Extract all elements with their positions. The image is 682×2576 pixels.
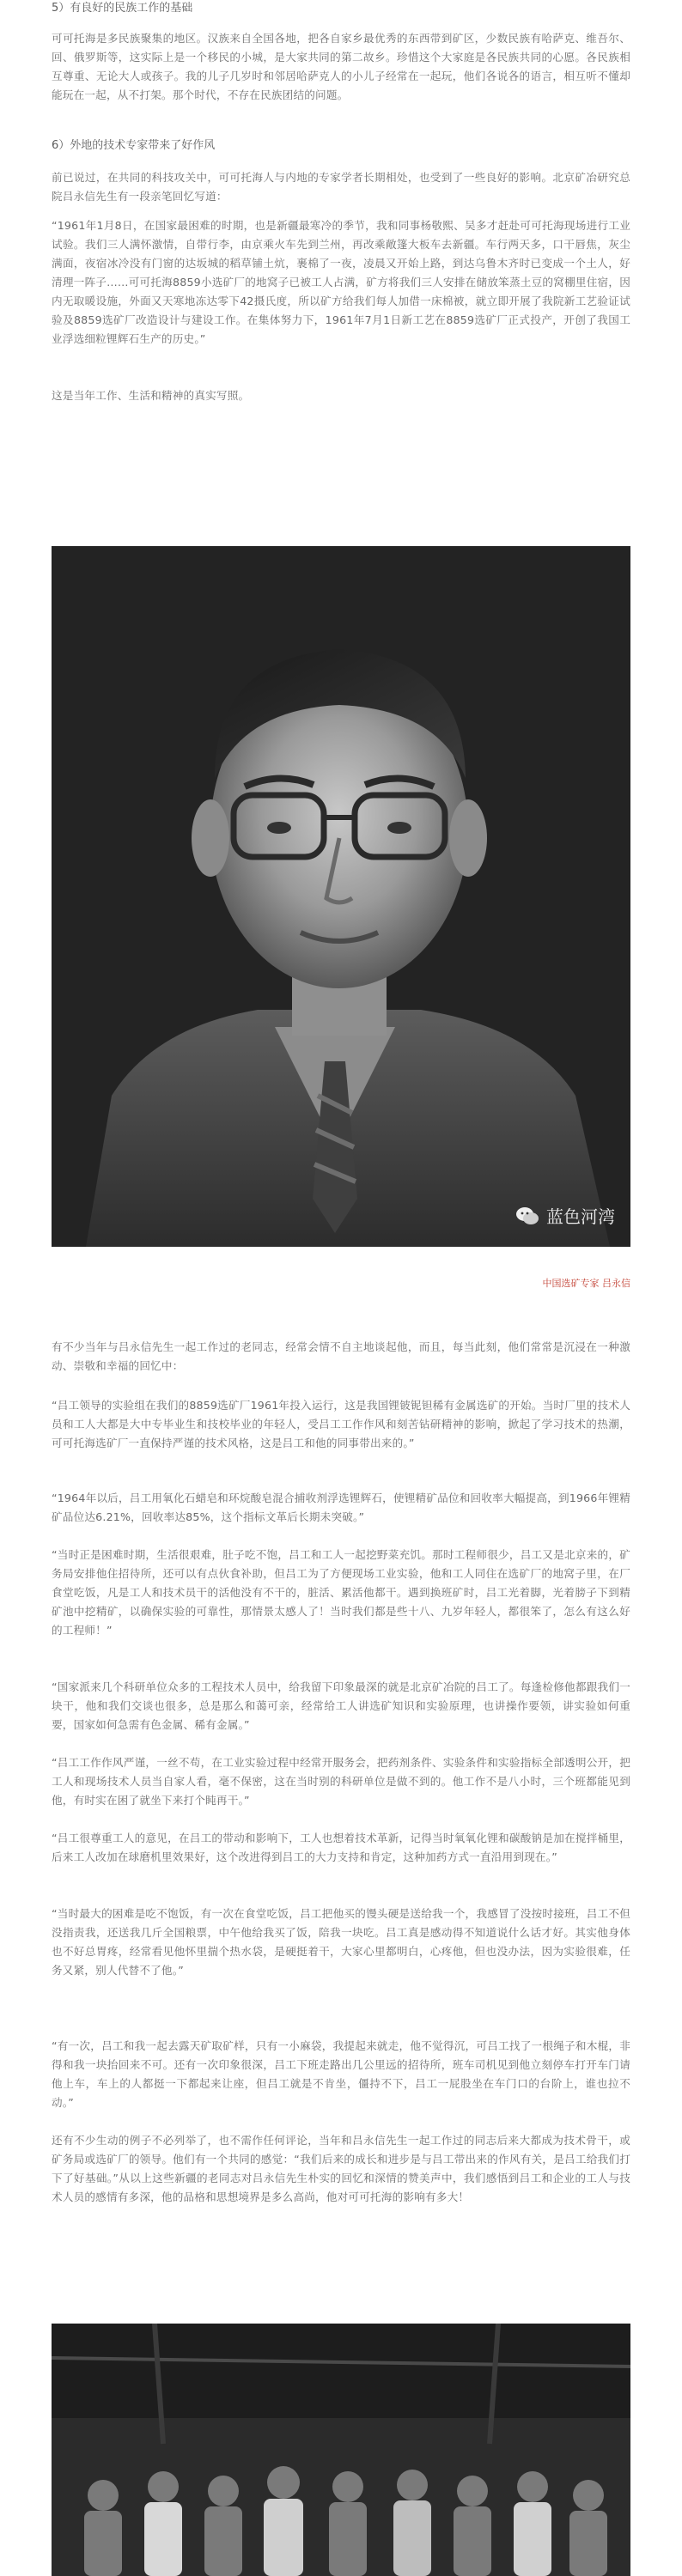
quote-3: “当时正是困难时期，生活很艰难，肚子吃不饱，吕工和工人一起挖野菜充饥。那时工程师很少，吕工又是北京来的，矿务局安排他住招待所，还可以有点伙食补助，但吕工为了方便现场工业实验，他和工人同住在选矿厂的地窝子里，在厂食堂吃饭，凡是工人和技术员干的活他没有不干的，脏活、累活他都干。遇到换班矿时，吕工光着脚，光着膀子下到精矿池中挖精矿，以确保实验的可靠性，那情景太感人了！当时我们都是些十八、九岁年轻人，都很笨了，怎么有这么好的工程师！” bbox=[52, 1548, 630, 1637]
group-photo-illustration bbox=[52, 2324, 630, 2576]
section7-intro: 有不少当年与吕永信先生一起工作过的老同志，经常会情不自主地谈起他，而且，每当此刻，他们常常是沉浸在一种激动、崇敬和幸福的回忆中： bbox=[52, 1340, 630, 1372]
section5-paragraph: 可可托海是多民族聚集的地区。汉族来自全国各地，把各自家乡最优秀的东西带到矿区，少数民族有哈萨克、维吾尔、回、俄罗斯等，这实际上是一个移民的小城，是大家共同的第二故乡。珍惜这个大家庭是各民族共同的心愿。各民族相互尊重、无论大人或孩子。我的儿子几岁时和邻居哈萨克人的小儿子经常在一起玩，他们各说各的语言，相互听不懂却能玩在一起，从不打架。那个时代，不存在民族团结的问题。 bbox=[52, 32, 630, 101]
quote-7: “当时最大的困难是吃不饱饭，有一次在食堂吃饭，吕工把他买的馒头硬是送给我一个，我感冒了没按时接班，吕工不但没指责我，还送我几斤全国粮票，中午他给我买了饭，陪我一块吃。吕工真是感动得不知道说什么话才好。其实他身体也不好总胃疼，经常看见他怀里揣个热水袋，是硬挺着干，大家心里都明白，心疼他，但也没办法，因为实验很难，任务又紧，别人代替不了他。” bbox=[52, 1907, 630, 1977]
section6-closing: 这是当年工作、生活和精神的真实写照。 bbox=[52, 389, 250, 402]
quote-5: “吕工工作作风严谨，一丝不苟，在工业实验过程中经常开服务会，把药剂条件、实验条件和实验指标全部透明公开，把工人和现场技术人员当自家人看，毫不保密，这在当时别的科研单位是做不到的。他工作不是八小时，三个班都能见到他，有时实在困了就坐下来打个盹再干。” bbox=[52, 1756, 630, 1807]
quote-8: “有一次，吕工和我一起去露天矿取矿样，只有一小麻袋，我提起来就走，他不觉得沉，可吕工找了一根绳子和木棍，非得和我一块抬回来不可。还有一次印象很深，吕工下班走路出几公里远的招待所，班车司机见到他立刻停车打开车门请他上车，车上的人都挺一下都起来让座，但吕工就是不肯坐，僵持不下，吕工一屁股坐在车门口的台阶上，谁也拉不动。” bbox=[52, 2039, 630, 2109]
photo-caption: 中国选矿专家 吕永信 bbox=[542, 1278, 630, 1289]
group-photo bbox=[52, 2324, 630, 2576]
quote-1: “吕工领导的实验组在我们的8859选矿厂1961年投入运行，这是我国锂铍铌钽稀有金属选矿的开始。当时厂里的技术人员和工人大都是大中专毕业生和技校毕业的年轻人，受吕工工作作风和刻苦钻研精神的影响，掀起了学习技术的热潮，可可托海选矿厂一直保持严谨的技术风格，这是吕工和他的同事带出来的。” bbox=[52, 1399, 630, 1449]
section6-quote: “1961年1月8日，在国家最困难的时期，也是新疆最寒冷的季节，我和同事杨敬熙、吴多才赶赴可可托海现场进行工业试验。我们三人满怀激情，自带行李，由京乘火车先到兰州，再改乘敞篷大板车去新疆。车行两天多，口干唇焦，灰尘满面，夜宿冰冷没有门窗的达坂城的稻草铺土炕，裹棉了一夜，凌晨又开始上路，到达乌鲁木齐时已变成一个土人，好清理一阵子……可可托海8859小选矿厂的地窝子已被工人占满，矿方将我们三人安排在储放笨蒸土豆的窝棚里住宿，因内无取暖设施，外面又天寒地冻达零下42摄氏度，所以矿方给我们每人加借一床棉被，就立即开展了我院新工艺验证试验及8859选矿厂改造设计与建设工作。在集体努力下，1961年7月1日新工艺在8859选矿厂正式投产，开创了我国工业浮选细粒锂辉石生产的历史。” bbox=[52, 219, 630, 345]
section6-heading: 6）外地的技术专家带来了好作风 bbox=[52, 139, 216, 152]
quote-4: “国家派来几个科研单位众多的工程技术人员中，给我留下印象最深的就是北京矿冶院的吕工了。每逢检修他都跟我们一块干，他和我们交谈也很多，总是那么和蔼可亲，经常给工人讲选矿知识和实验原理，也讲操作要领，讲实验如何重要，国家如何急需有色金属、稀有金属。” bbox=[52, 1680, 630, 1731]
portrait-photo bbox=[52, 546, 630, 1247]
wechat-icon bbox=[515, 1206, 539, 1226]
quote-2: “1964年以后，吕工用氧化石蜡皂和环烷酸皂混合捕收剂浮选锂辉石，使锂精矿品位和回收率大幅提高，到1966年锂精矿品位达6.21%，回收率达85%，这个指标文革后长期未突破。” bbox=[52, 1492, 630, 1523]
section6-intro: 前已说过，在共同的科技攻关中，可可托海人与内地的专家学者长期相处，也受到了一些良好的影响。北京矿冶研究总院吕永信先生有一段亲笔回忆写道： bbox=[52, 171, 630, 203]
watermark-text: 蓝色河湾 bbox=[546, 1206, 615, 1227]
section7-closing: 还有不少生动的例子不必列举了，也不需作任何评论，当年和吕永信先生一起工作过的同志后来大都成为技术骨干，或矿务局或选矿厂的领导。他们有一个共同的感觉：“我们后来的成长和进步是与吕工带出来的作风有关，是吕工给我们打下了好基础。”从以上这些新疆的老同志对吕永信先生朴实的回忆和深情的赞美声中，我们感悟到吕工和企业的工人与技术人员的感情有多深，他的品格和思想境界是多么高尚，他对可可托海的影响有多大！ bbox=[52, 2134, 630, 2203]
section5-heading: 5）有良好的民族工作的基础 bbox=[52, 2, 193, 15]
portrait-illustration bbox=[52, 546, 630, 1247]
watermark bbox=[515, 1203, 615, 1228]
quote-6: “吕工很尊重工人的意见，在吕工的带动和影响下，工人也想着技术革新，记得当时氧氧化锂和碳酸钠是加在搅拌桶里，后来工人改加在球磨机里效果好，这个改进得到吕工的大力支持和肯定，这种加药方式一直沿用到现在。” bbox=[52, 1832, 630, 1863]
